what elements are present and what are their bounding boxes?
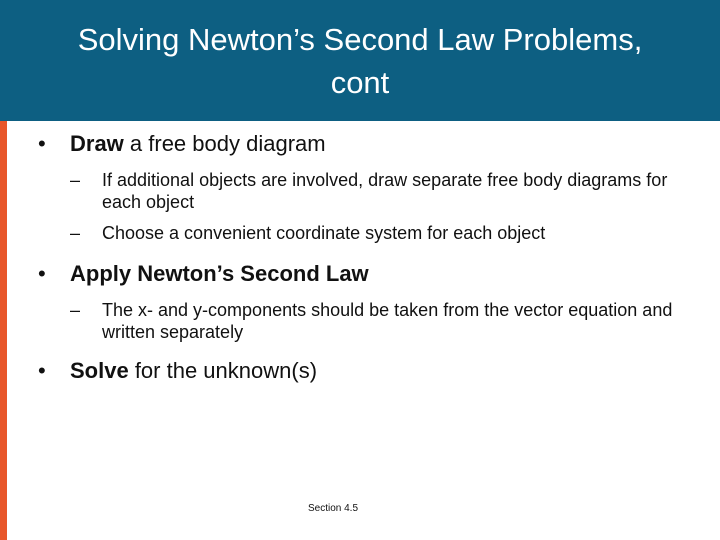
sub-bullet-marker: – bbox=[70, 300, 81, 320]
slide-title bbox=[30, 18, 690, 104]
sub-bullet-text: The x- and y-components should be taken from the vector equation and written separately bbox=[102, 300, 673, 342]
bullet-draw bbox=[36, 130, 696, 158]
slide-title-line-2: cont bbox=[330, 64, 390, 100]
bullet-marker: • bbox=[38, 261, 46, 286]
slide-content bbox=[36, 126, 696, 385]
sub-bullet-text: If additional objects are involved, draw separate free body diagrams for each object bbox=[102, 170, 668, 212]
sub-bullet-marker: – bbox=[70, 223, 81, 243]
bullet-text: for the unknown(s) bbox=[128, 358, 318, 383]
bullet-marker: • bbox=[38, 131, 46, 156]
slide-footer: Section 4.5 bbox=[307, 503, 359, 514]
bullet-apply bbox=[36, 260, 696, 288]
sub-bullet-marker: – bbox=[70, 170, 81, 190]
bullet-text: a free body diagram bbox=[123, 131, 326, 156]
sub-bullet-text: Choose a convenient coordinate system for each object bbox=[102, 223, 546, 243]
title-header bbox=[0, 0, 720, 121]
bullet-marker: • bbox=[38, 358, 46, 383]
bullet-keyword: Apply Newton’s Second Law bbox=[70, 261, 369, 286]
sub-list-apply bbox=[70, 299, 696, 343]
sub-bullet-components bbox=[70, 299, 696, 343]
sub-bullet-coordinate-system bbox=[70, 222, 696, 244]
bullet-keyword: Draw bbox=[70, 131, 124, 156]
bullet-keyword: Solve bbox=[70, 358, 129, 383]
sub-list-draw bbox=[70, 169, 696, 244]
sub-bullet-separate-diagrams bbox=[70, 169, 696, 213]
slide-title-line-1: Solving Newton’s Second Law Problems, bbox=[77, 21, 643, 57]
bullet-solve bbox=[36, 357, 696, 385]
